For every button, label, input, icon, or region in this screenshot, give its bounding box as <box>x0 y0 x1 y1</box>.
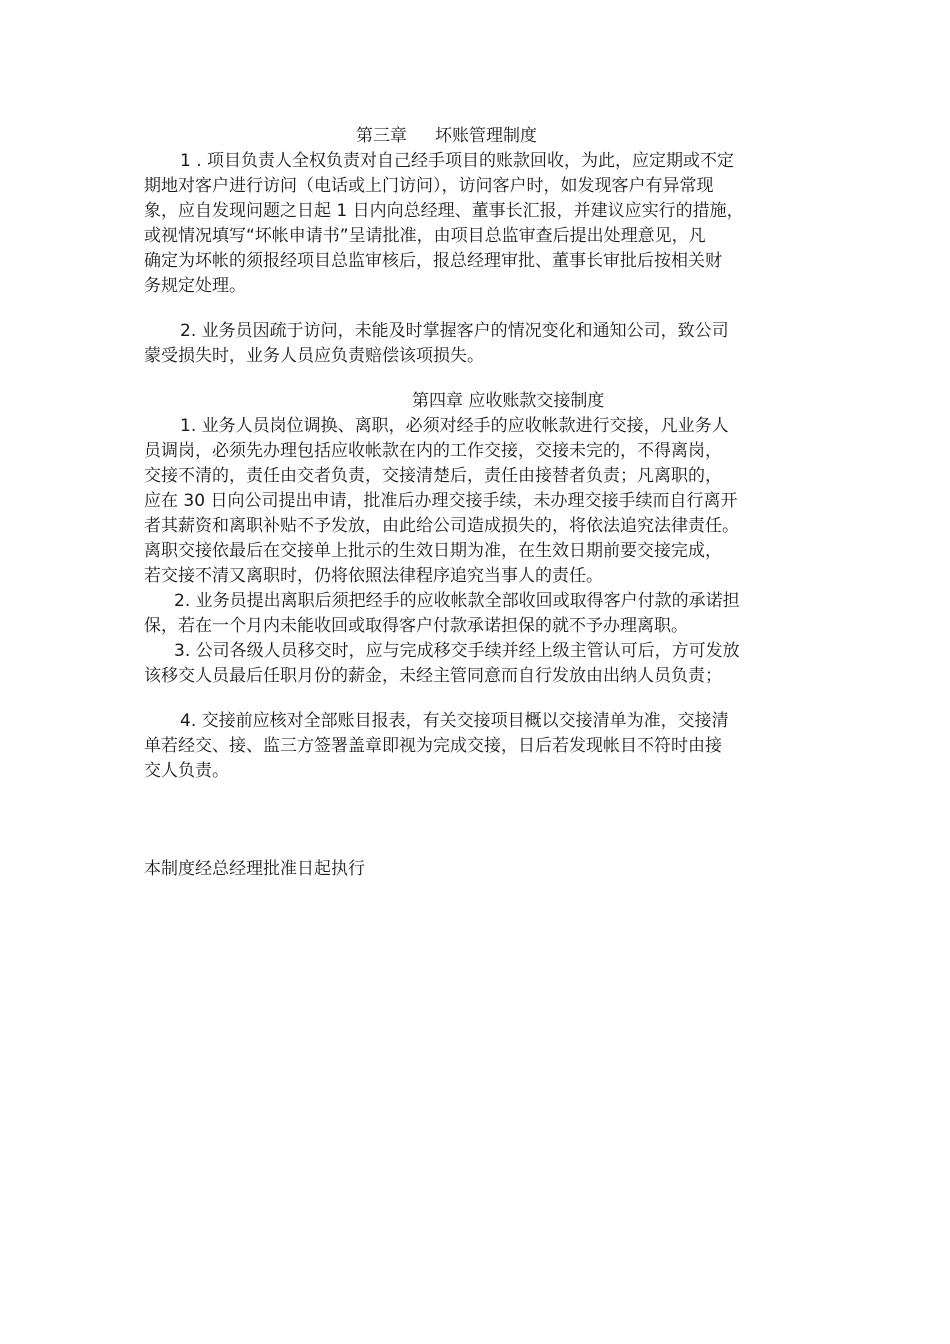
footer-note: 本制度经总经理批准日起执行 <box>144 859 365 879</box>
text-line: 象，应自发现问题之日起 1 日内向总经理、董事长汇报，并建议应实行的措施， <box>144 201 744 221</box>
text-line: 若交接不清又离职时，仍将依照法律程序追究当事人的责任。 <box>144 566 603 586</box>
text-line: 单若经交、接、监三方签署盖章即视为完成交接，日后若发现帐目不符时由接 <box>144 736 722 756</box>
text-line: 保，若在一个月内未能收回或取得客户付款承诺担保的就不予办理离职。 <box>144 616 688 636</box>
chapter4-paragraph-3 <box>144 639 808 689</box>
chapter4-paragraph-4 <box>144 709 808 784</box>
text-line: 蒙受损失时，业务人员应负责赔偿该项损失。 <box>144 346 484 366</box>
text-line: 务规定处理。 <box>144 276 246 296</box>
chapter4-title: 应收账款交接制度 <box>468 391 605 411</box>
chapter4-paragraph-2 <box>144 589 808 639</box>
chapter3-paragraph-2 <box>144 319 808 369</box>
chapter3-title: 坏账管理制度 <box>435 126 537 146</box>
text-line: 1. 业务人员岗位调换、离职，必须对经手的应收帐款进行交接，凡业务人 <box>180 416 729 436</box>
chapter4-number: 第四章 <box>412 391 463 411</box>
chapter3-paragraph-1 <box>144 149 808 299</box>
text-line: 交人负责。 <box>144 761 229 781</box>
document-body <box>144 124 808 784</box>
text-line: 2. 业务员提出离职后须把经手的应收帐款全部收回或取得客户付款的承诺担 <box>174 591 740 611</box>
text-line: 4. 交接前应核对全部账目报表，有关交接项目概以交接清单为准，交接清 <box>180 711 729 731</box>
text-line: 交接不清的，责任由交者负责，交接清楚后，责任由接替者负责；凡离职的， <box>144 466 722 486</box>
text-line: 该移交人员最后任职月份的薪金，未经主管同意而自行发放由出纳人员负责； <box>144 666 722 686</box>
text-line: 1 . 项目负责人全权负责对自己经手项目的账款回收，为此，应定期或不定 <box>180 151 735 171</box>
chapter4-heading <box>144 389 808 414</box>
text-line: 确定为坏帐的须报经项目总监审核后，报总经理审批、董事长审批后按相关财 <box>144 251 722 271</box>
chapter4-paragraph-1 <box>144 414 808 589</box>
text-line: 员调岗，必须先办理包括应收帐款在内的工作交接，交接未完的，不得离岗， <box>144 441 722 461</box>
text-line: 或视情况填写“坏帐申请书”呈请批准，由项目总监审查后提出处理意见，凡 <box>144 226 706 246</box>
text-line: 期地对客户进行访问（电话或上门访问），访问客户时，如发现客户有异常现 <box>144 176 714 196</box>
text-line: 者其薪资和离职补贴不予发放，由此给公司造成损失的，将依法追究法律责任。 <box>144 516 739 536</box>
text-line: 2. 业务员因疏于访问，未能及时掌握客户的情况变化和通知公司，致公司 <box>180 321 729 341</box>
text-line: 应在 30 日向公司提出申请，批准后办理交接手续，未办理交接手续而自行离开 <box>144 491 738 511</box>
text-line: 3. 公司各级人员移交时，应与完成移交手续并经上级主管认可后，方可发放 <box>174 641 740 661</box>
chapter3-heading <box>144 124 808 149</box>
text-line: 离职交接依最后在交接单上批示的生效日期为准，在生效日期前要交接完成， <box>144 541 722 561</box>
chapter3-number: 第三章 <box>356 126 407 146</box>
